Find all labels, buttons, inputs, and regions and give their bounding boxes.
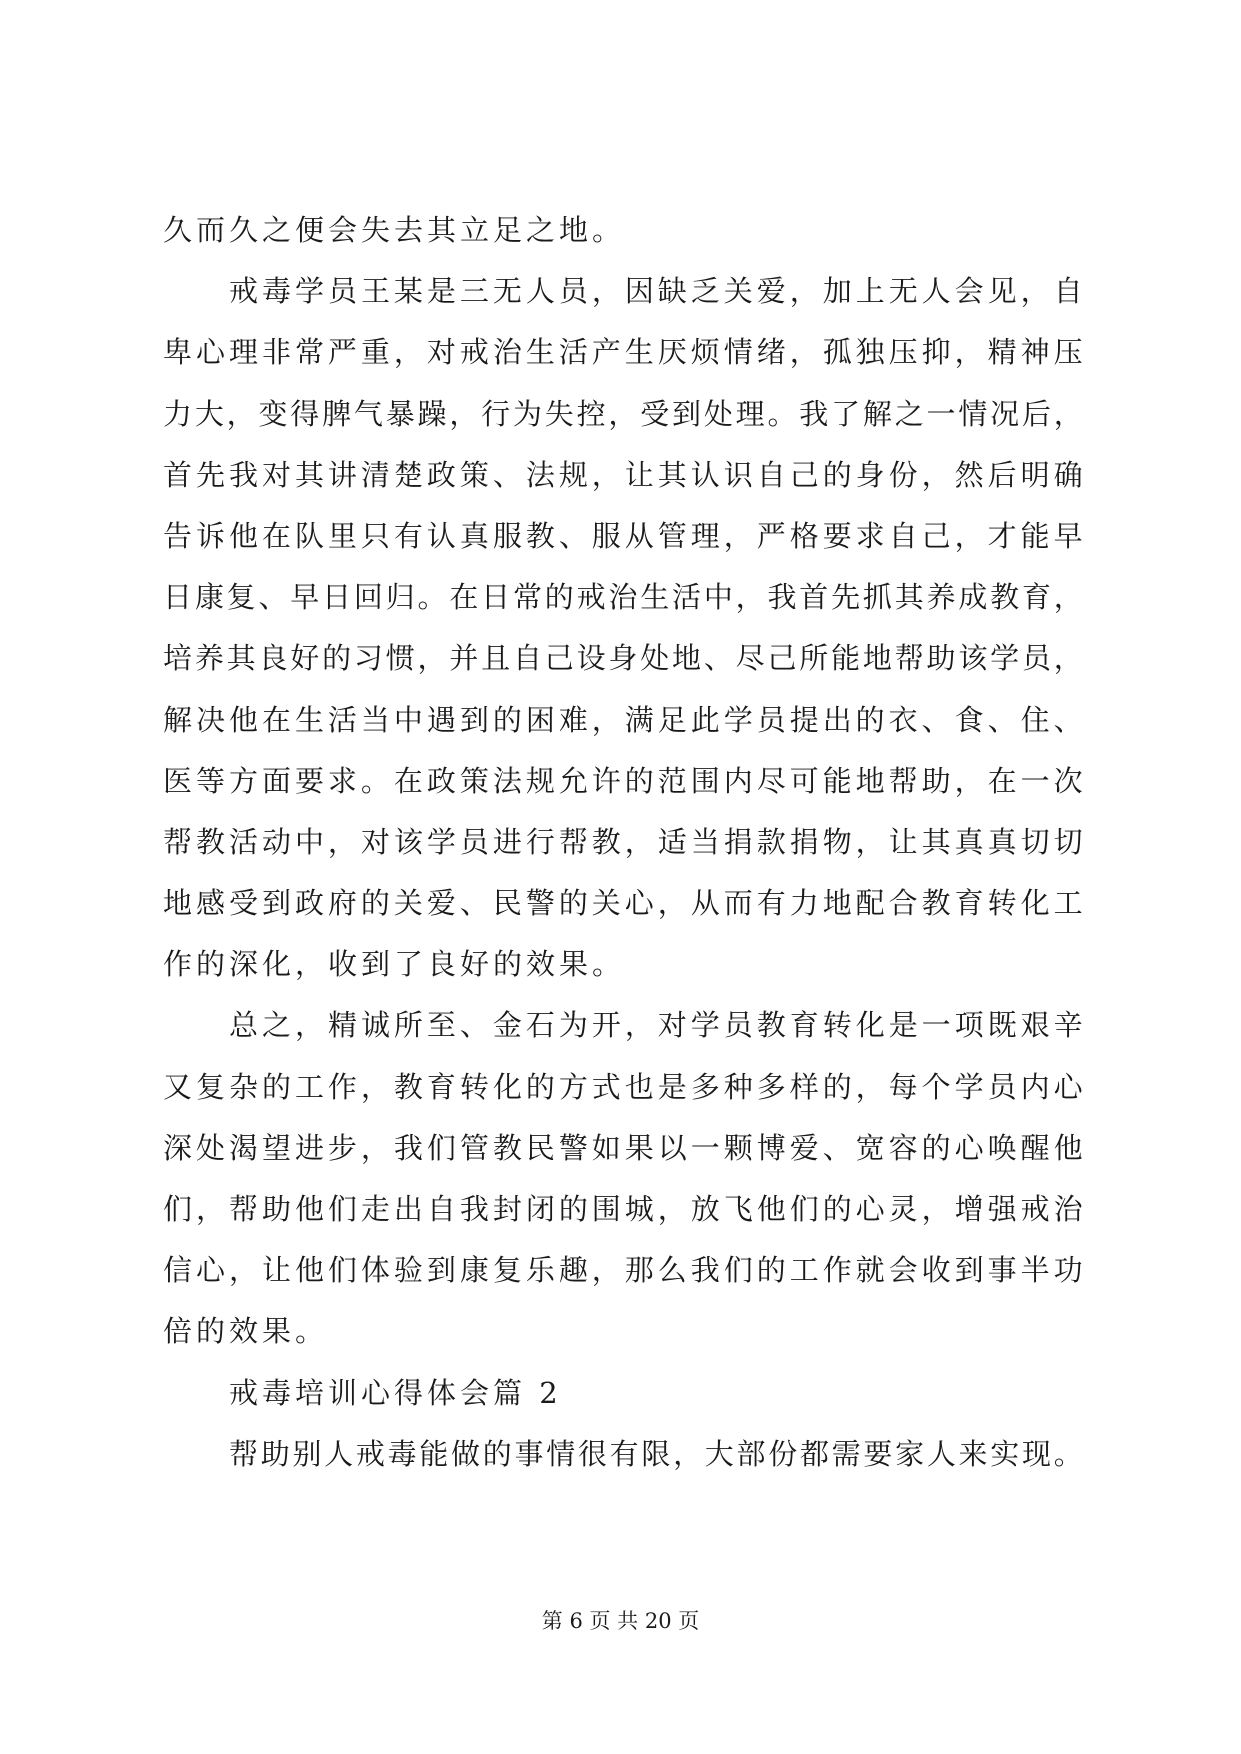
page-number-footer: 第 6 页 共 20 页	[541, 1609, 700, 1633]
section-heading: 戒毒培训心得体会篇 2	[229, 1375, 562, 1410]
text-line: 信 心 ， 让 他 们 体 验 到 康 复 乐 趣 ， 那 么 我 们 的 工 作 就 会 收 到 事 半 功	[163, 1253, 1083, 1288]
text-line: 医 等 方 面 要 求 。 在 政 策 法 规 允 许 的 范 围 内 尽 可 能 地 帮 助 ， 在 一 次	[163, 763, 1083, 798]
text-line: 总 之 ， 精 诚 所 至 、 金 石 为 开 ， 对 学 员 教 育 转 化 是 一 项 既 艰 辛	[229, 1008, 1083, 1043]
text-line: 力 大 ， 变 得 脾 气 暴 躁 ， 行 为 失 控 ， 受 到 处 理 。 我 了 解 之 一 情 况 后 ，	[163, 396, 1083, 431]
text-line: 告 诉 他 在 队 里 只 有 认 真 服 教 、 服 从 管 理 ， 严 格 要 求 自 己 ， 才 能 早	[163, 518, 1083, 553]
text-line: 帮 助 别 人 戒 毒 能 做 的 事 情 很 有 限 ， 大 部 份 都 需 要 家 人 来 实 现 。	[229, 1436, 1083, 1471]
text-line: 又 复 杂 的 工 作 ， 教 育 转 化 的 方 式 也 是 多 种 多 样 的 ， 每 个 学 员 内 心	[163, 1069, 1083, 1104]
text-line: 作的深化，收到了良好的效果。	[163, 947, 626, 982]
text-line: 培 养 其 良 好 的 习 惯 ， 并 且 自 己 设 身 处 地 、 尽 己 所 能 地 帮 助 该 学 员 ，	[163, 641, 1083, 676]
text-line: 首 先 我 对 其 讲 清 楚 政 策 、 法 规 ， 让 其 认 识 自 己 的 身 份 ， 然 后 明 确	[163, 457, 1083, 492]
text-line: 戒 毒 学 员 王 某 是 三 无 人 员 ， 因 缺 乏 关 爱 ， 加 上 无 人 会 见 ， 自	[229, 274, 1083, 309]
body-text	[163, 200, 1083, 1485]
text-line: 帮 教 活 动 中 ， 对 该 学 员 进 行 帮 教 ， 适 当 捐 款 捐 物 ， 让 其 真 真 切 切	[163, 824, 1083, 859]
text-line: 日 康 复 、 早 日 回 归 。 在 日 常 的 戒 治 生 活 中 ， 我 首 先 抓 其 养 成 教 育 ，	[163, 580, 1083, 615]
text-line: 地 感 受 到 政 府 的 关 爱 、 民 警 的 关 心 ， 从 而 有 力 地 配 合 教 育 转 化 工	[163, 886, 1083, 921]
text-line: 久而久之便会失去其立足之地。	[163, 213, 626, 247]
text-line: 倍的效果。	[163, 1314, 329, 1349]
text-line: 深 处 渴 望 进 步 ， 我 们 管 教 民 警 如 果 以 一 颗 博 爱 、 宽 容 的 心 唤 醒 他	[163, 1130, 1083, 1165]
text-line: 解 决 他 在 生 活 当 中 遇 到 的 困 难 ， 满 足 此 学 员 提 出 的 衣 、 食 、 住 、	[163, 702, 1083, 737]
text-line: 们 ， 帮 助 他 们 走 出 自 我 封 闭 的 围 城 ， 放 飞 他 们 的 心 灵 ， 增 强 戒 治	[163, 1192, 1083, 1226]
text-line: 卑 心 理 非 常 严 重 ， 对 戒 治 生 活 产 生 厌 烦 情 绪 ， 孤 独 压 抑 ， 精 神 压	[163, 335, 1083, 370]
